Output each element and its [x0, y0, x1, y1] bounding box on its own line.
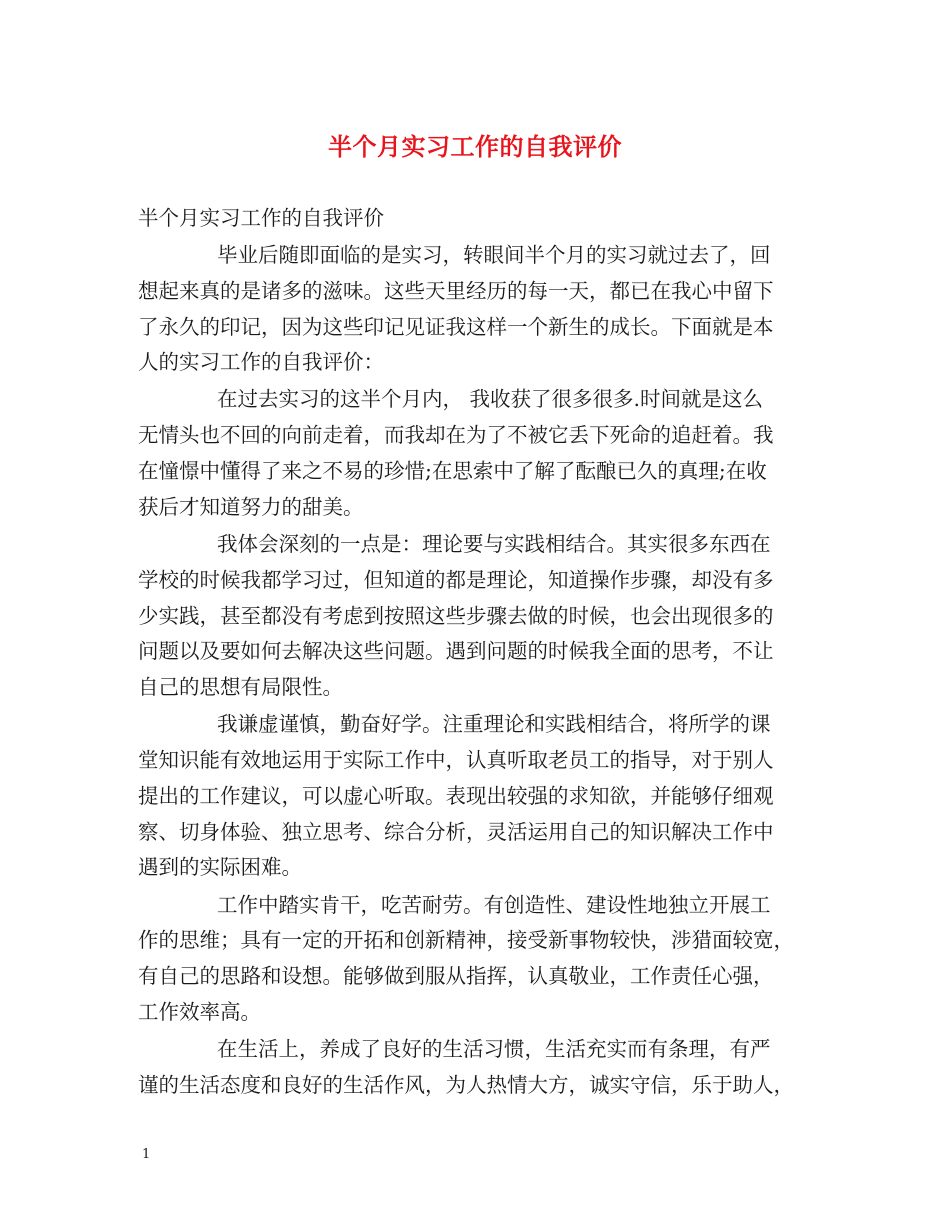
paragraph-line: 学校的时候我都学习过，但知道的都是理论，知道操作步骤，却没有多 [138, 567, 774, 592]
paragraph [138, 238, 814, 381]
paragraph [138, 382, 814, 525]
paragraph-line: 毕业后随即面临的是实习，转眼间半个月的实习就过去了，回 [217, 243, 771, 267]
paragraph-line: 工作效率高。 [138, 999, 261, 1024]
paragraph-line: 获后才知道努力的甜美。 [138, 494, 364, 519]
document-subtitle: 半个月实习工作的自我评价 [138, 206, 384, 230]
paragraph-line: 在憧憬中懂得了来之不易的珍惜;在思索中了解了酝酿已久的真理;在收 [138, 459, 767, 484]
paragraph-line: 少实践，甚至都没有考虑到按照这些步骤去做的时候，也会出现很多的 [138, 603, 774, 628]
paragraph-line: 问题以及要如何去解决这些问题。遇到问题的时候我全面的思考，不让 [138, 639, 774, 664]
paragraph-line: 我谦虚谨慎，勤奋好学。注重理论和实践相结合，将所学的课 [217, 712, 771, 737]
paragraph-line: 想起来真的是诸多的滋味。这些天里经历的每一天，都已在我心中留下 [138, 278, 774, 303]
paragraph-line: 在过去实习的这半个月内， 我收获了很多很多.时间就是这么 [217, 387, 764, 412]
paragraph [138, 527, 814, 706]
paragraph-line: 人的实习工作的自我评价： [138, 350, 384, 375]
page-number: 1 [142, 1147, 151, 1162]
document-title: 半个月实习工作的自我评价 [328, 132, 622, 161]
paragraph-line: 了永久的印记，因为这些印记见证我这样一个新生的成长。下面就是本 [138, 314, 774, 339]
paragraph-line: 在生活上，养成了良好的生活习惯，生活充实而有条理，有严 [217, 1037, 771, 1062]
paragraph-line: 有自己的思路和设想。能够做到服从指挥，认真敬业，工作责任心强， [138, 964, 774, 989]
document-body [138, 200, 814, 1104]
paragraph-line: 提出的工作建议，可以虚心听取。表现出较强的求知欲，并能够仔细观 [138, 783, 774, 808]
paragraph-line: 工作中踏实肯干，吃苦耐劳。有创造性、建设性地独立开展工 [217, 892, 771, 917]
paragraph [138, 888, 814, 1031]
paragraph-line: 堂知识能有效地运用于实际工作中，认真听取老员工的指导，对于别人 [138, 748, 774, 773]
paragraph-line: 遇到的实际困难。 [138, 855, 302, 880]
paragraph-line: 自己的思想有局限性。 [138, 675, 343, 700]
paragraph-line: 作的思维；具有一定的开拓和创新精神，接受新事物较快，涉猎面较宽， [138, 928, 794, 953]
paragraph-line: 我体会深刻的一点是：理论要与实践相结合。其实很多东西在 [217, 531, 771, 556]
paragraph-line: 无情头也不回的向前走着，而我却在为了不被它丢下死命的追赶着。我 [138, 423, 774, 448]
paragraph-list [138, 238, 814, 1104]
paragraph [138, 1032, 814, 1104]
paragraph-line: 谨的生活态度和良好的生活作风，为人热情大方，诚实守信，乐于助人， [138, 1072, 794, 1097]
paragraph-line: 察、切身体验、独立思考、综合分析，灵活运用自己的知识解决工作中 [138, 819, 774, 844]
paragraph [138, 707, 814, 886]
